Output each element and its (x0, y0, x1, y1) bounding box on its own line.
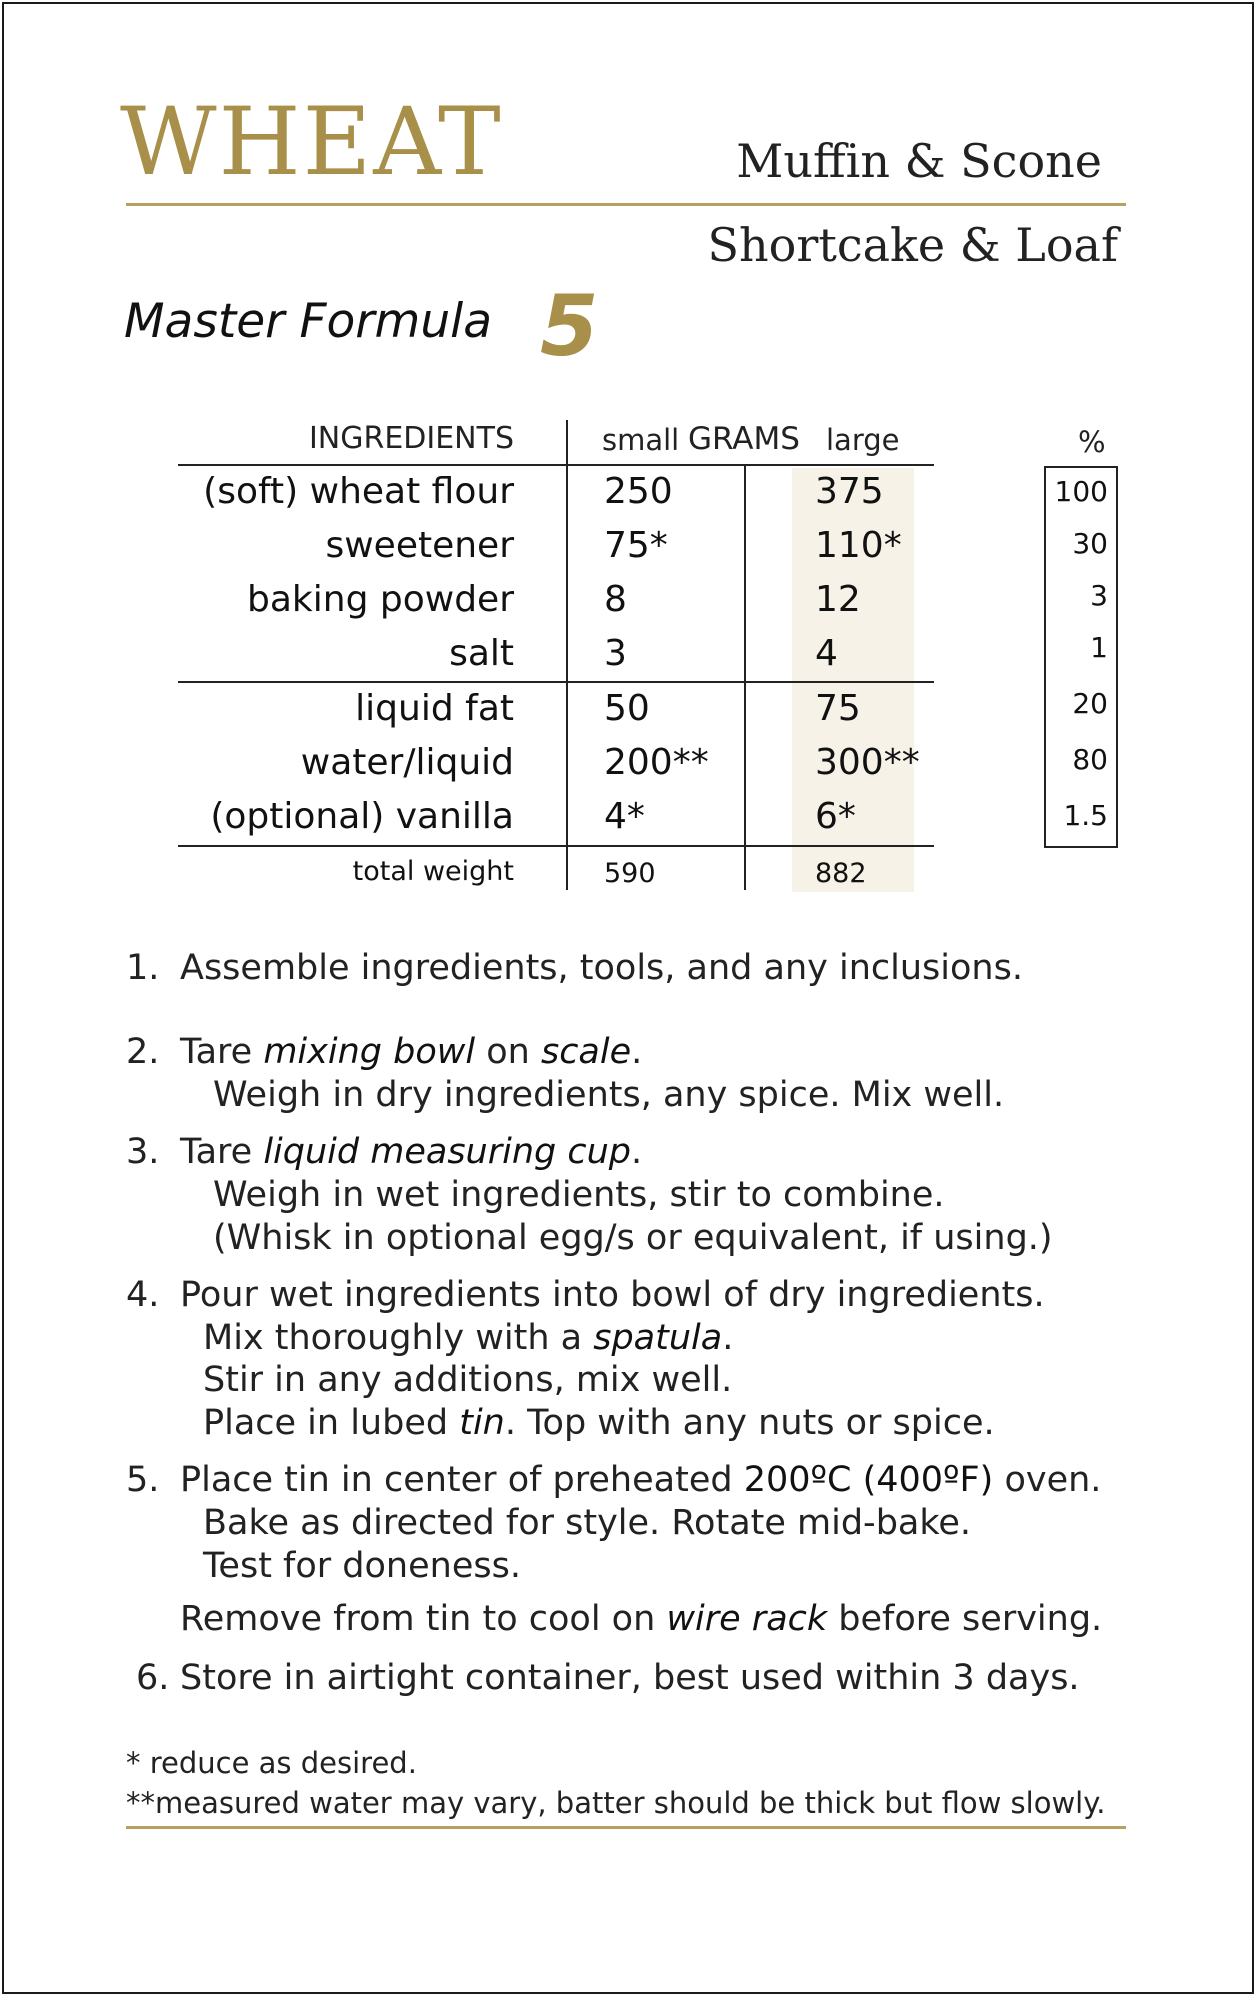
large-grams: 375 (815, 471, 884, 512)
percent-value: 100 (1054, 475, 1108, 508)
step-text: Tare mixing bowl on scale. (180, 1032, 643, 1072)
tool-spatula: spatula (593, 1318, 723, 1358)
step-text: Pour wet ingredients into bowl of dry ingredients. (180, 1275, 1045, 1315)
total-weight-label: total weight (352, 856, 514, 887)
large-grams: 6* (815, 796, 856, 837)
ingredient-name: water/liquid (300, 742, 514, 783)
oven-temperature: 200ºC (400ºF) (743, 1460, 994, 1500)
small-grams: 4* (604, 796, 645, 837)
step-text: Place tin in center of preheated 200ºC (400ºF) oven. (180, 1460, 1102, 1500)
ingredient-name: salt (449, 633, 514, 674)
step-3-line-2: Weigh in wet ingredients, stir to combine. (213, 1175, 945, 1215)
header-rule (178, 464, 934, 466)
step-1 (126, 948, 1023, 988)
ingredient-name: (optional) vanilla (210, 796, 514, 837)
small-grams: 8 (604, 579, 627, 620)
small-grams: 50 (604, 688, 650, 729)
subtitle-shortcake-loaf: Shortcake & Loaf (707, 218, 1118, 272)
ingredient-name: liquid fat (355, 688, 514, 729)
tool-tin: tin (459, 1403, 505, 1443)
small-grams: 200** (604, 742, 709, 783)
total-small: 590 (604, 858, 656, 889)
percent-value: 3 (1090, 579, 1108, 612)
column-divider-middle (744, 466, 746, 890)
ingredient-name: (soft) wheat flour (203, 471, 514, 512)
header-small: small (602, 423, 680, 457)
tool-scale: scale (540, 1032, 632, 1072)
step-5 (126, 1460, 1102, 1500)
step-3 (126, 1132, 643, 1172)
percent-value: 20 (1072, 687, 1108, 720)
formula-label: Master Formula (124, 294, 492, 349)
large-grams: 110* (815, 525, 902, 566)
footer-divider (126, 1826, 1126, 1829)
step-text: Tare liquid measuring cup. (180, 1132, 643, 1172)
ingredient-name: baking powder (247, 579, 514, 620)
total-rule (178, 845, 934, 847)
step-5-line-2: Bake as directed for style. Rotate mid-bake. (203, 1503, 972, 1543)
step-number: 3. (126, 1132, 160, 1172)
tool-mixing-bowl: mixing bowl (263, 1032, 476, 1072)
small-grams: 3 (604, 633, 627, 674)
formula-number: 5 (540, 277, 599, 375)
header-ingredients: INGREDIENTS (308, 421, 514, 456)
step-number: 2. (126, 1032, 160, 1072)
step-text: Assemble ingredients, tools, and any inclusions. (180, 948, 1023, 988)
step-number: 6. (136, 1658, 170, 1698)
step-text: Store in airtight container, best used within 3 days. (180, 1658, 1080, 1698)
footnote-single-asterisk: * reduce as desired. (126, 1746, 417, 1780)
step-number: 4. (126, 1275, 160, 1315)
small-grams: 250 (604, 471, 673, 512)
step-number: 1. (126, 948, 160, 988)
footnote-double-asterisk: **measured water may vary, batter should be thick but flow slowly. (126, 1786, 1106, 1820)
page-title: WHEAT (120, 88, 503, 197)
large-grams: 75 (815, 688, 861, 729)
large-grams: 12 (815, 579, 861, 620)
header-large: large (826, 423, 900, 457)
step-4-line-2: Mix thoroughly with a spatula. (203, 1318, 734, 1358)
tool-liquid-measuring-cup: liquid measuring cup (263, 1132, 632, 1172)
percent-value: 30 (1072, 527, 1108, 560)
large-grams: 4 (815, 633, 838, 674)
step-3-line-3: (Whisk in optional egg/s or equivalent, if using.) (213, 1218, 1053, 1258)
step-2 (126, 1032, 643, 1072)
header-grams: GRAMS (688, 421, 800, 457)
small-grams: 75* (604, 525, 668, 566)
percent-value: 1 (1090, 631, 1108, 664)
step-2-line-2: Weigh in dry ingredients, any spice. Mix well. (213, 1075, 1005, 1115)
total-large: 882 (815, 858, 867, 889)
step-4-line-3: Stir in any additions, mix well. (203, 1360, 733, 1400)
large-grams: 300** (815, 742, 920, 783)
step-5-line-3: Test for doneness. (203, 1546, 521, 1586)
tool-wire-rack: wire rack (666, 1599, 828, 1639)
subtitle-muffin-scone: Muffin & Scone (736, 134, 1102, 188)
step-4 (126, 1275, 1045, 1315)
step-number: 5. (126, 1460, 160, 1500)
header-percent: % (1078, 425, 1106, 459)
step-5-line-4: Remove from tin to cool on wire rack before serving. (180, 1599, 1103, 1639)
step-4-line-4: Place in lubed tin. Top with any nuts or spice. (203, 1403, 995, 1443)
percent-value: 1.5 (1063, 799, 1108, 832)
ingredient-name: sweetener (325, 525, 514, 566)
column-divider-left (566, 420, 568, 890)
percent-value: 80 (1072, 743, 1108, 776)
step-6 (136, 1658, 1080, 1698)
ingredients-table (0, 0, 1260, 900)
group-rule (178, 681, 934, 683)
